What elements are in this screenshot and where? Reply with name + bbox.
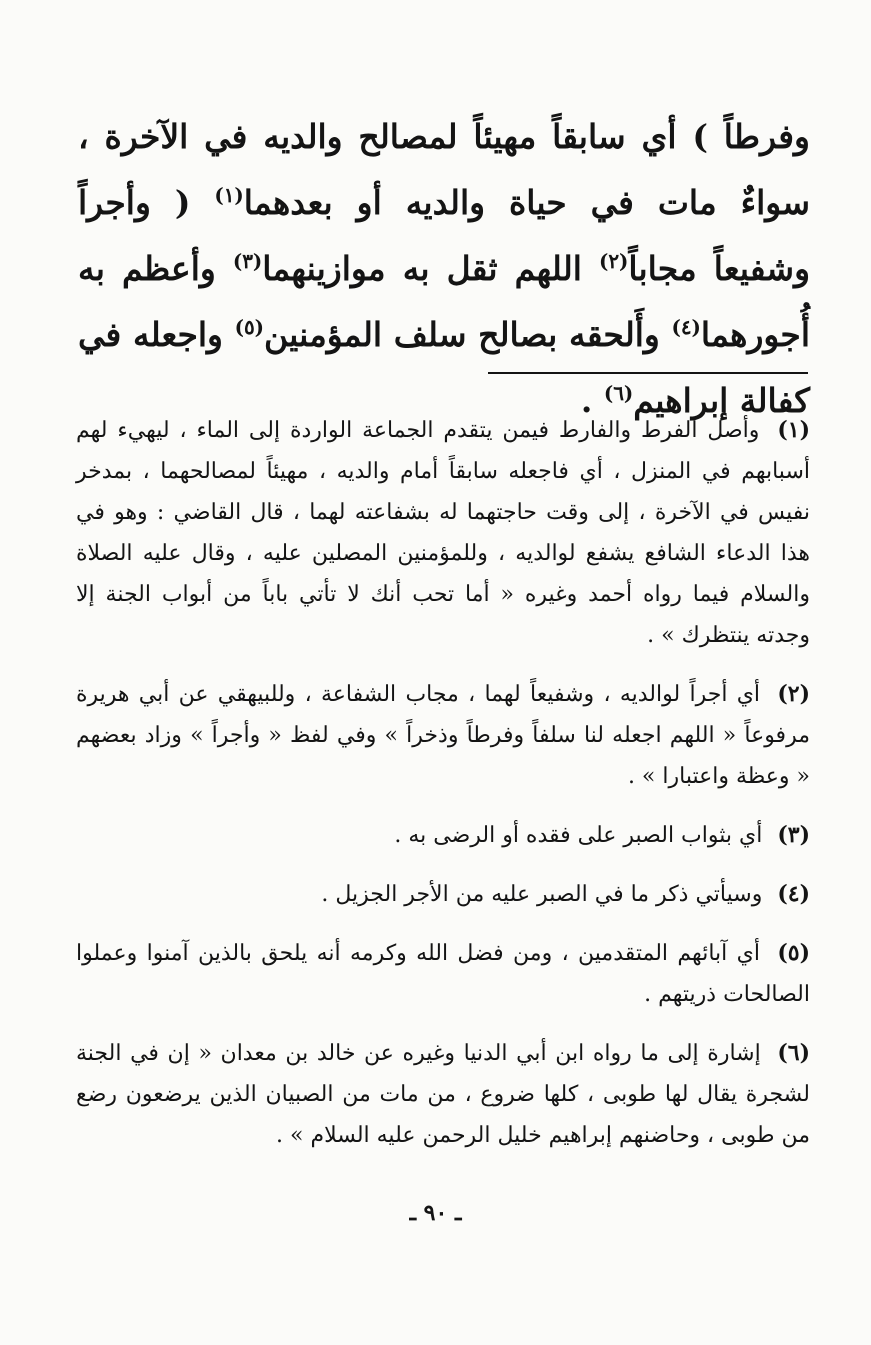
footnote-text: وأصل الفرط والفارط فيمن يتقدم الجماعة الواردة إلى الماء ، ليهيء لهم أسبابهم في المنزل ، أي فاجعله سابقاً أمام والديه ، مهيئاً لمصالحهما ، بمدخر نفيس في الآخرة ، إلى وقت حاجتهما له بشفاعته لهما ، قال القاضي : وهو في هذا الدعاء الشافع يشفع لوالديه ، وللمؤمنين المصلين عليه ، وقال عليه الصلاة والسلام فيما رواه أحمد وغيره « أما تحب أنك لا تأتي باباً من أبواب الجنة إلا وجدته ينتظرك » . — [76, 418, 810, 648]
footnote-number: (٢) — [777, 681, 810, 707]
footnote-marker: (٥) — [234, 315, 265, 339]
footnote — [76, 933, 810, 1015]
footnote-number: (٦) — [777, 1040, 811, 1066]
footnote-marker: (٣) — [232, 249, 263, 273]
footnote-text: وسيأتي ذكر ما في الصبر عليه من الأجر الجزيل . — [321, 882, 763, 907]
footnote-marker: (١) — [214, 183, 244, 207]
main-text-segment: وأَلحقه بصالح سلف المؤمنين — [264, 315, 672, 354]
footnote-divider — [488, 372, 808, 374]
main-text-segment: ( وأجراً وشفيعاً مجاباً — [78, 183, 810, 288]
footnote-text: أي آبائهم المتقدمين ، ومن فضل الله وكرمه أنه يلحق بالذين آمنوا وعملوا الصالحات ذريتهم . — [76, 941, 810, 1007]
main-text — [78, 108, 810, 430]
footnote — [76, 874, 810, 915]
footnote — [76, 1033, 810, 1156]
footnote — [76, 674, 810, 797]
footnotes — [76, 410, 810, 1174]
footnote-number: (٤) — [777, 881, 810, 907]
footnote-number: (١) — [777, 417, 810, 443]
footnote — [76, 410, 810, 656]
footnote — [76, 815, 810, 856]
footnote-number: (٣) — [777, 822, 810, 848]
footnote-number: (٥) — [777, 940, 810, 966]
footnote-text: أي أجراً لوالديه ، وشفيعاً لهما ، مجاب الشفاعة ، وللبيهقي عن أبي هريرة مرفوعاً « اللهم اجعله لنا سلفاً وفرطاً وذخراً » وفي لفظ « وأجراً » وزاد بعضهم « وعظة واعتبارا » . — [76, 682, 810, 789]
main-text-segment: . — [580, 381, 604, 420]
footnote-marker: (٤) — [671, 315, 701, 339]
main-text-segment: واجعله في كفالة إبراهيم — [78, 315, 810, 420]
footnote-text: أي بثواب الصبر على فقده أو الرضى به . — [394, 823, 763, 848]
main-text-segment: وفرطاً ) أي سابقاً مهيئاً لمصالح والديه في الآخرة ، سواءٌ مات في حياة والديه أو بعدهما — [78, 117, 810, 222]
page-number: ـ ٩٠ ـ — [409, 1200, 462, 1226]
main-text-segment: وأعظم به أُجورهما — [78, 249, 810, 354]
footnote-text: إشارة إلى ما رواه ابن أبي الدنيا وغيره عن خالد بن معدان « إن في الجنة لشجرة يقال لها طوبى ، كلها ضروع ، من مات من الصبيان الذين يرضعون رضع من طوبى ، وحاضنهم إبراهيم خليل الرحمن عليه السلام » . — [76, 1041, 810, 1148]
footnote-marker: (٢) — [599, 249, 629, 273]
main-text-segment: اللهم ثقل به موازينهما — [262, 249, 600, 288]
footnote-marker: (٦) — [603, 381, 634, 405]
